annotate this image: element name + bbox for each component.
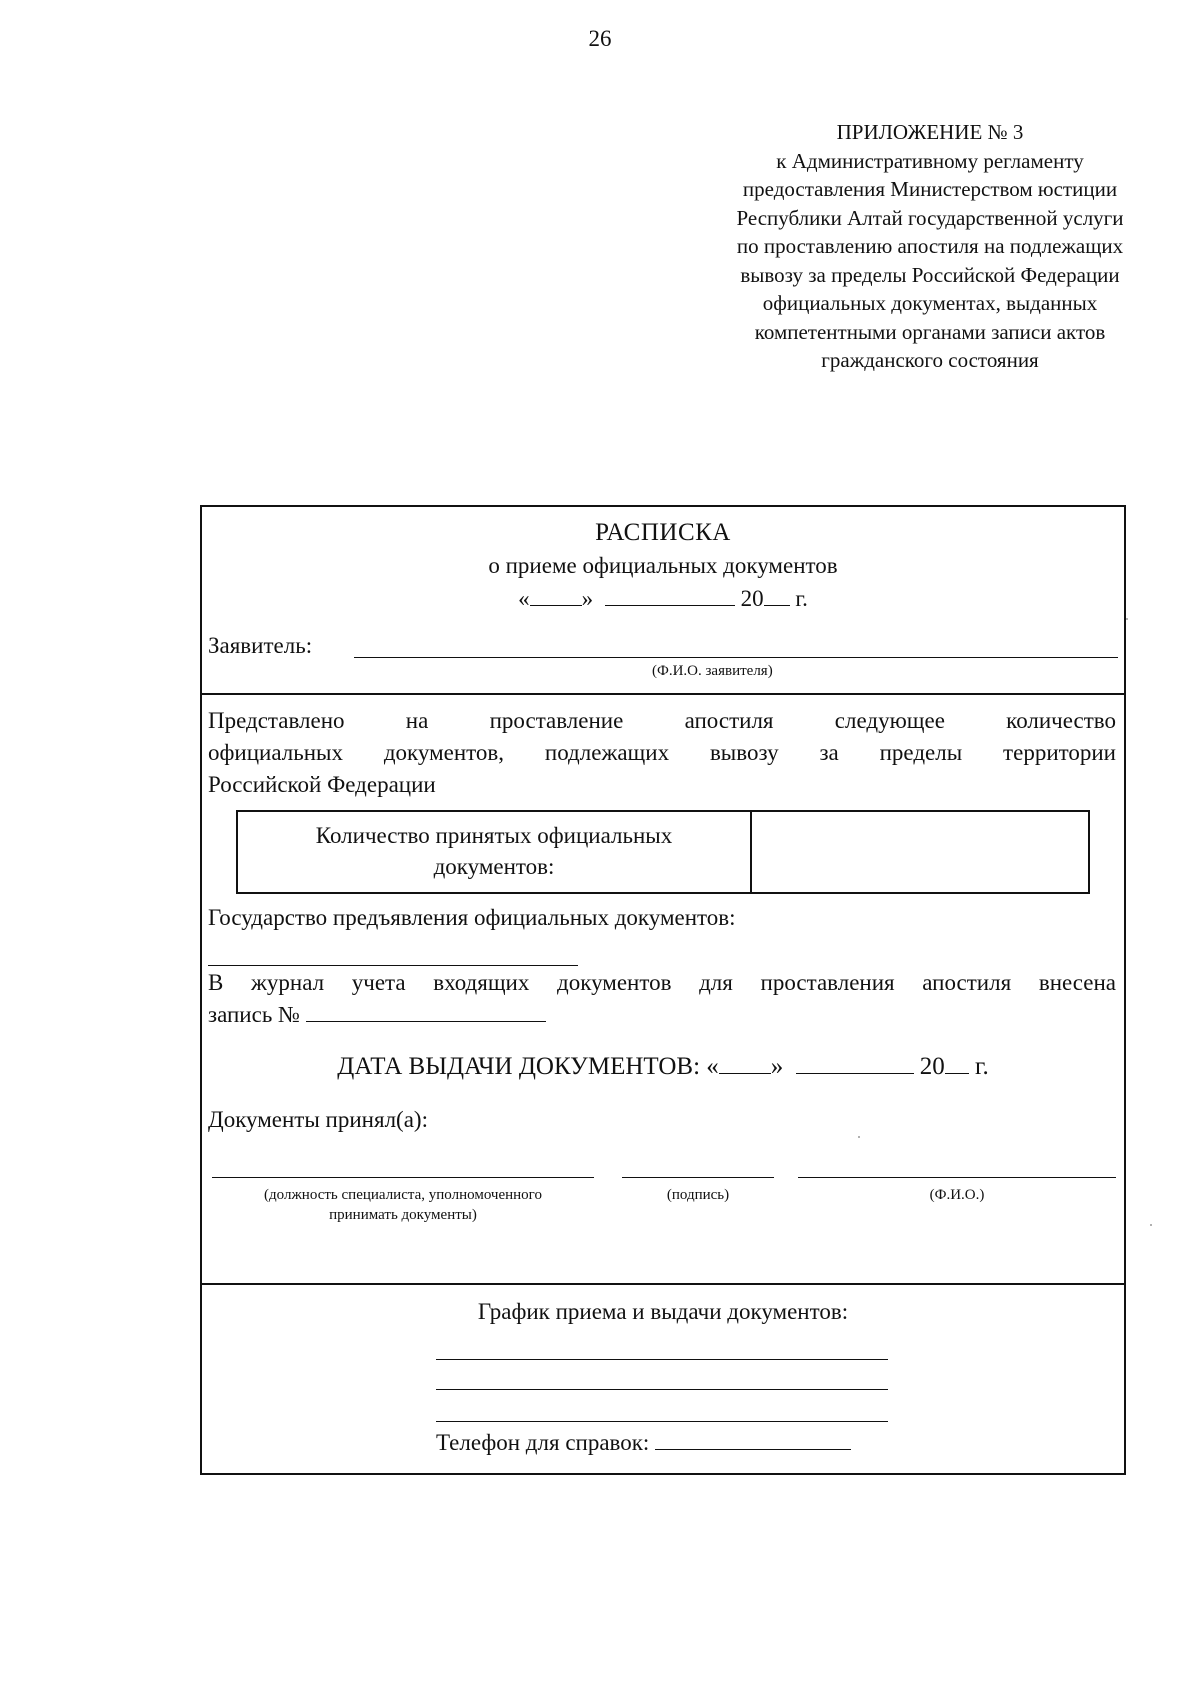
count-label-line: документов: (433, 854, 555, 879)
year-prefix: 20 (919, 1053, 945, 1080)
receipt-title: РАСПИСКА (595, 519, 731, 546)
applicant-label: Заявитель: (208, 633, 313, 658)
position-caption-line: принимать документы) (329, 1207, 477, 1223)
quote-close: » (770, 1053, 784, 1080)
state-label: Государство предъявления официальных документов: (208, 905, 736, 930)
submitted-line: Представлено на проставление апостиля следующее количество (208, 708, 1116, 733)
record-number-field[interactable] (306, 999, 546, 1022)
appendix-line: официальных документах, выданных (762, 291, 1098, 315)
phone-line (436, 1427, 851, 1456)
year-suffix: г. (975, 1053, 989, 1080)
record-number-label: запись № (208, 1002, 300, 1027)
journal-line: В журнал учета входящих документов для проставления апостиля внесена (208, 970, 1116, 995)
documents-count-label (238, 812, 752, 892)
name-caption: (Ф.И.О.) (929, 1187, 985, 1203)
scan-speck (1150, 1224, 1152, 1226)
signature-caption: (подпись) (666, 1187, 730, 1203)
quote-close: » (581, 586, 594, 611)
scan-speck (1126, 618, 1128, 620)
section-divider (202, 693, 1124, 695)
position-caption-line: (должность специалиста, уполномоченного (264, 1187, 542, 1203)
schedule-line[interactable] (436, 1421, 888, 1422)
receipt-date-line (202, 583, 1124, 612)
journal-line (208, 1002, 546, 1027)
issue-year-blank[interactable] (945, 1051, 969, 1074)
applicant-caption: (Ф.И.О. заявителя) (652, 663, 773, 679)
schedule-line[interactable] (436, 1389, 888, 1390)
submitted-paragraph (208, 705, 1116, 801)
phone-label: Телефон для справок: (436, 1430, 650, 1455)
page-number: 26 (588, 26, 612, 51)
documents-count-table (236, 810, 1090, 894)
state-field[interactable] (208, 965, 578, 966)
appendix-line: предоставления Министерством юстиции (742, 177, 1118, 201)
position-caption (212, 1185, 594, 1225)
schedule-title: График приема и выдачи документов: (477, 1299, 849, 1324)
year-suffix: г. (795, 586, 808, 611)
accepted-by-label: Документы принял(а): (208, 1107, 428, 1132)
receipt-form (200, 505, 1126, 1475)
scan-speck (858, 1136, 860, 1138)
name-field[interactable] (798, 1177, 1116, 1178)
year-blank[interactable] (764, 583, 790, 606)
signature-field[interactable] (622, 1177, 774, 1178)
month-blank[interactable] (605, 583, 735, 606)
documents-count-field[interactable] (752, 812, 1088, 892)
quote-open: « (518, 586, 530, 611)
appendix-line: по проставлению апостиля на подлежащих (736, 234, 1124, 258)
submitted-line: Российской Федерации (208, 772, 436, 797)
appendix-line: к Административному регламенту (776, 148, 1084, 173)
position-field[interactable] (212, 1177, 594, 1178)
count-label-line: Количество принятых официальных (315, 823, 673, 848)
issue-date-label: ДАТА ВЫДАЧИ ДОКУМЕНТОВ: (337, 1053, 701, 1080)
appendix-line: ПРИЛОЖЕНИЕ № 3 (836, 120, 1024, 144)
applicant-name-field[interactable] (354, 657, 1118, 658)
appendix-line: компетентными органами записи актов (754, 319, 1106, 344)
section-divider (202, 1283, 1124, 1285)
issue-month-blank[interactable] (796, 1051, 914, 1074)
submitted-line: официальных документов, подлежащих вывозу за пределы территории (208, 740, 1116, 765)
journal-paragraph (208, 967, 1116, 1031)
appendix-caption (690, 118, 1170, 375)
appendix-line: гражданского состояния (821, 348, 1039, 372)
quote-open: « (706, 1053, 719, 1080)
schedule-line[interactable] (436, 1359, 888, 1360)
year-prefix: 20 (740, 586, 764, 611)
receipt-subtitle: о приеме официальных документов (488, 553, 838, 578)
phone-field[interactable] (655, 1427, 851, 1450)
issue-day-blank[interactable] (719, 1051, 771, 1074)
appendix-line: Республики Алтай государственной услуги (736, 205, 1124, 230)
issue-date-line (202, 1051, 1124, 1081)
appendix-line: вывозу за пределы Российской Федерации (740, 262, 1120, 287)
day-blank[interactable] (530, 583, 582, 606)
